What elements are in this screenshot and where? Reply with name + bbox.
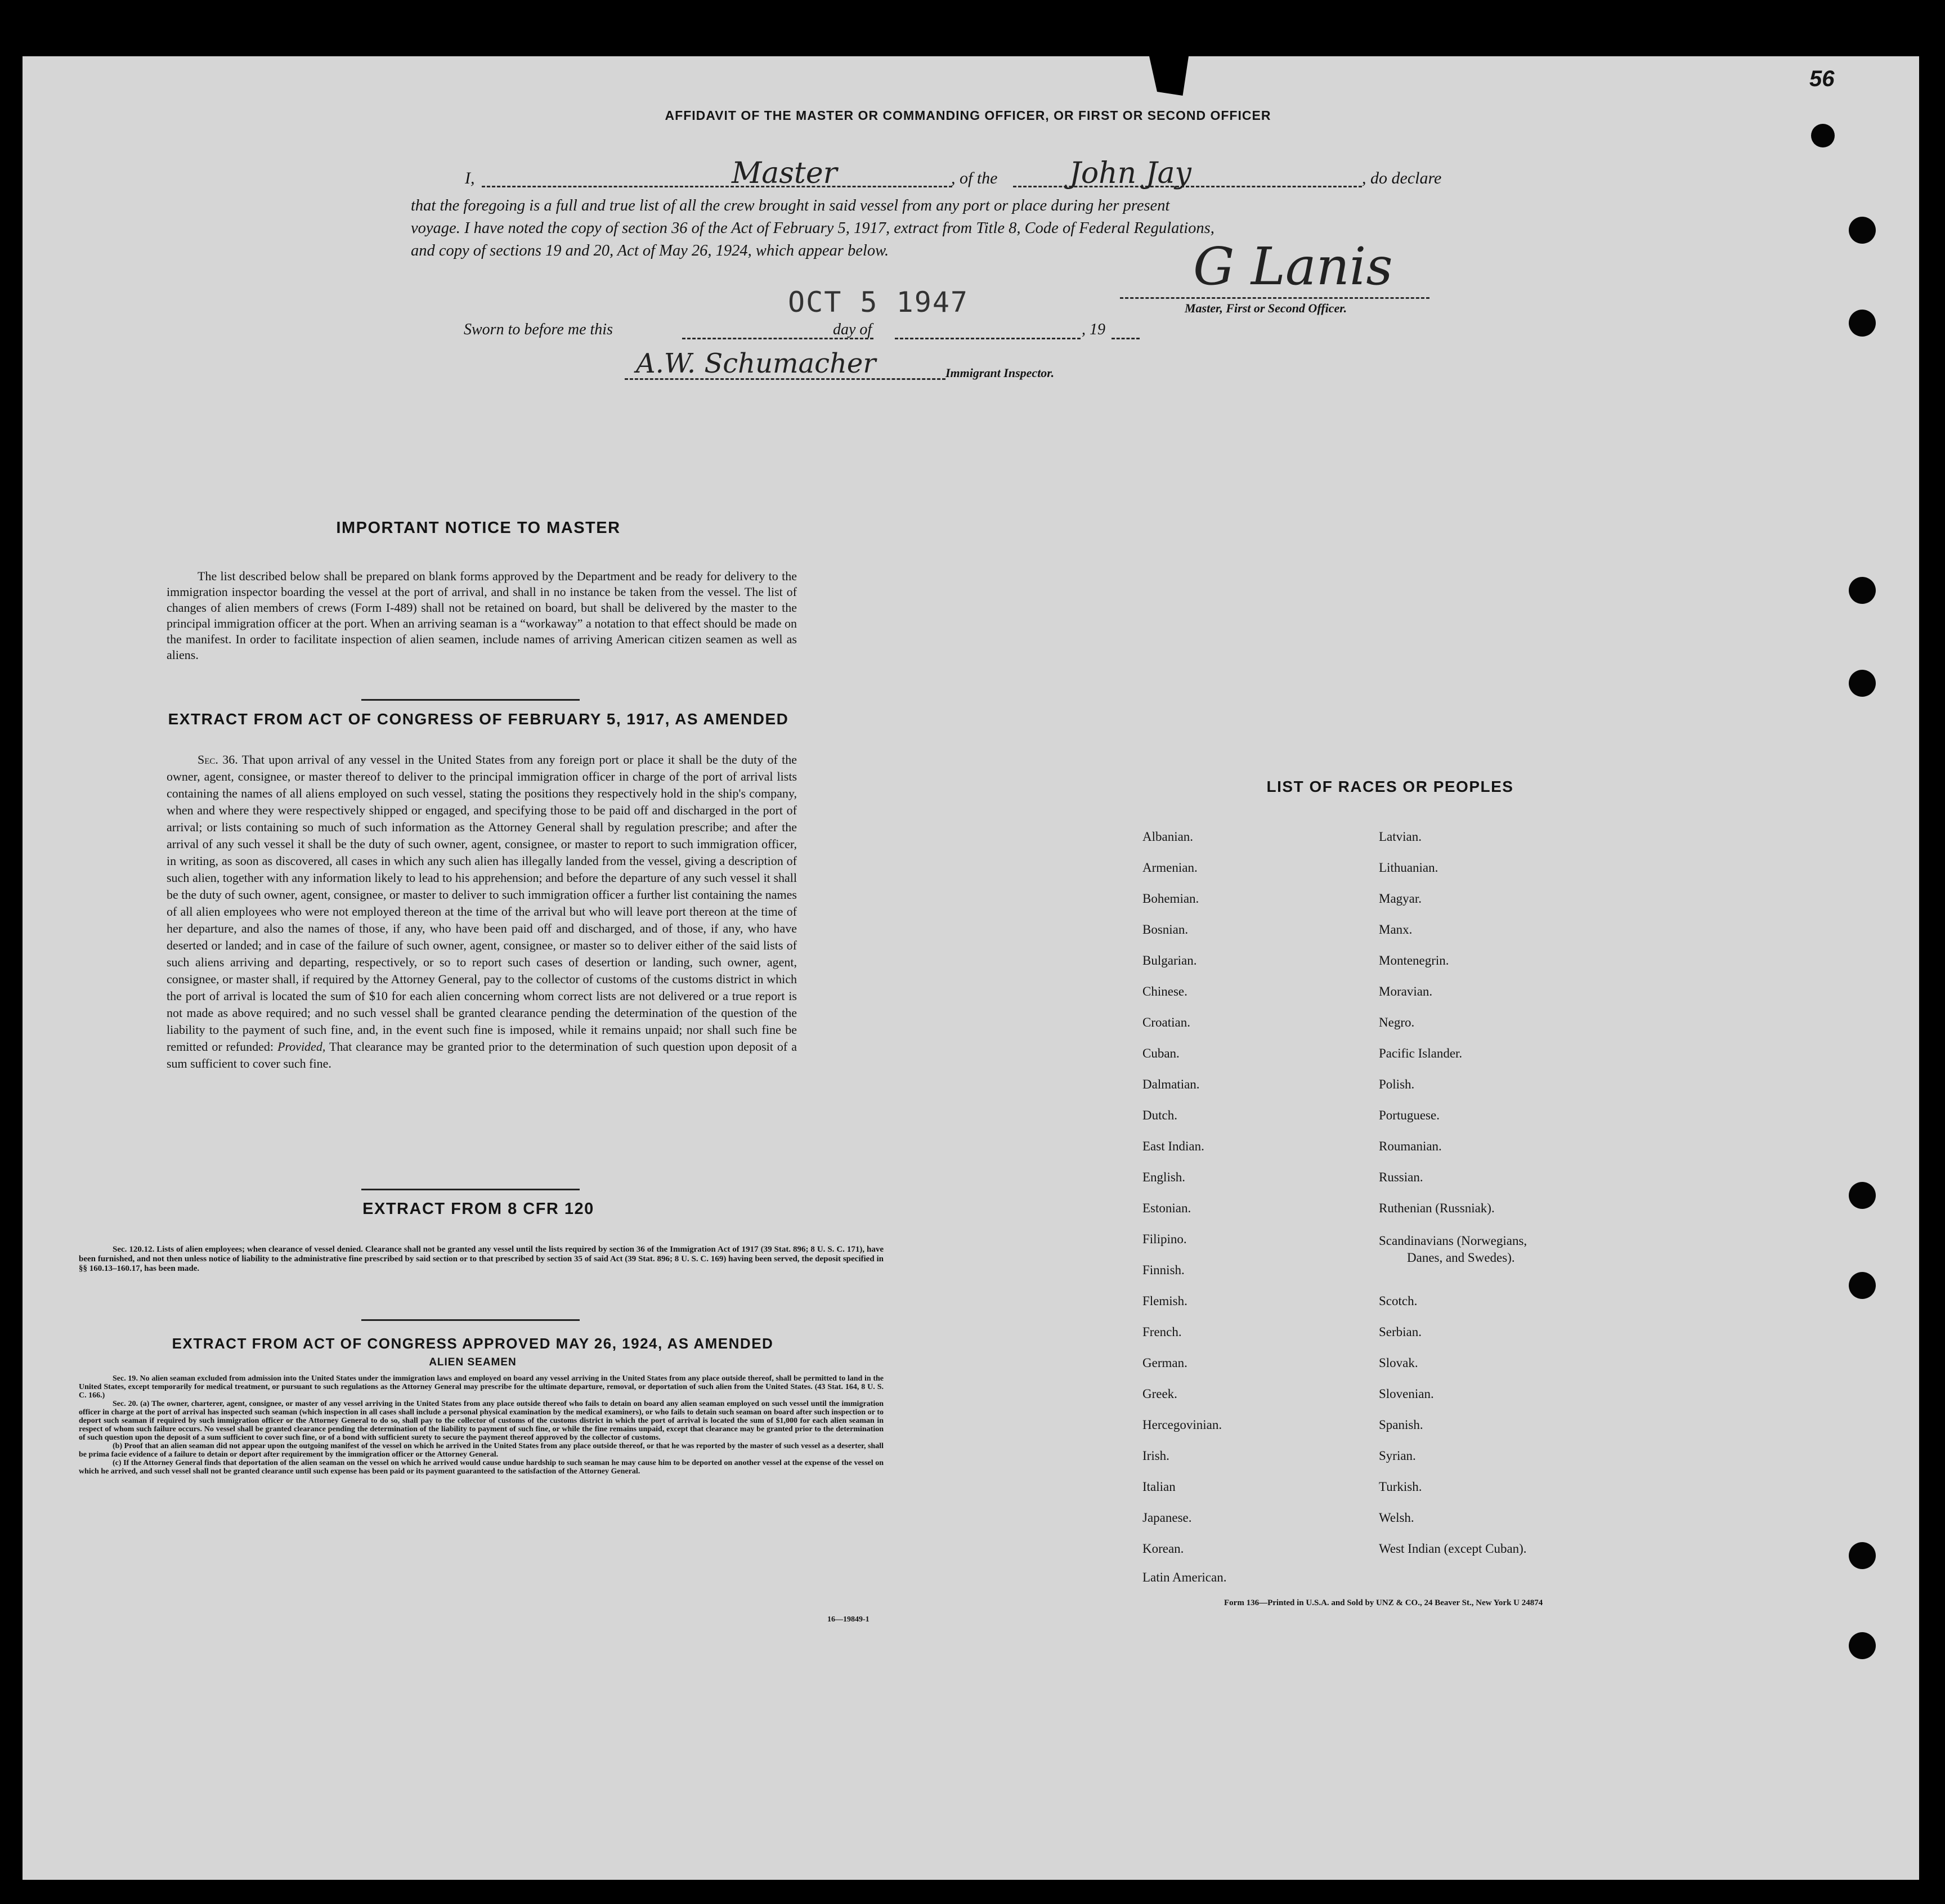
race-item: Turkish. (1379, 1480, 1422, 1494)
race-item: Bosnian. (1142, 922, 1189, 937)
declaration-line-1: that the foregoing is a full and true list of all the crew brought in said vessel from any port or place during her present (411, 197, 1170, 214)
race-item: Irish. (1142, 1449, 1169, 1463)
race-item: German. (1142, 1356, 1187, 1370)
do-declare-label: , do declare (1362, 169, 1442, 187)
binder-hole (1849, 1542, 1876, 1569)
race-item: Ruthenian (Russniak). (1379, 1201, 1495, 1215)
sworn-year-line (1112, 338, 1140, 339)
races-title: LIST OF RACES OR PEOPLES (1266, 778, 1514, 795)
race-item: Estonian. (1142, 1201, 1191, 1215)
extract-code: 16—19849-1 (827, 1615, 870, 1624)
binder-hole (1849, 1272, 1876, 1299)
race-item: Dalmatian. (1142, 1077, 1200, 1091)
vessel-handwritten: John Jay (1069, 156, 1191, 190)
extract-cfr-title: EXTRACT FROM 8 CFR 120 (362, 1200, 594, 1218)
sworn-before-label: Sworn to before me this (464, 321, 613, 338)
race-item: Latin American. (1142, 1570, 1227, 1584)
rank-fill-line (482, 186, 952, 187)
race-item: Finnish. (1142, 1263, 1185, 1277)
binder-hole (1849, 1182, 1876, 1209)
sec-20c-text: (c) If the Attorney General finds that deportation of the alien seaman on the vessel on which he arrived would cause undue hardship to such seaman he may cause him to be deported on another vessel at the expense of the vessel on which he arrived, and such vessel shall not be granted clearance until such expense has been paid or its payment guaranteed to the satisfaction of the Attorney General. (79, 1459, 884, 1476)
sec-20b-text: (b) Proof that an alien seaman did not appear upon the outgoing manifest of the vessel on which he arrived in the United States from any place outside thereof, or that he was reported by the master of such vessel as a deserter, shall be prima facie evidence of a failure to detain or deport after requirement by the immigration officer or the Attorney General. (79, 1442, 884, 1459)
race-item: Spanish. (1379, 1418, 1423, 1432)
of-the-label: , of the (951, 169, 998, 187)
race-item: Lithuanian. (1379, 861, 1438, 875)
binder-hole (1849, 1632, 1876, 1659)
inspector-signature: A.W. Schumacher (636, 348, 876, 379)
extract-1924-text (79, 1374, 884, 1476)
extract-cfr-text: Sec. 120.12. Lists of alien employees; when clearance of vessel denied. Clearance shall not be granted any vessel until the lists required by section 36 of the Immigration Act of 1917 (39 Stat. 896; 8 U. S. C. 171), have been furnished, and not then unless notice of liability to the administrative fine prescribed by said section or to that prescribed by section 35 of said Act (39 Stat. 896; 8 U. S. C. 169) having been served, the deposit specified in §§ 160.13–160.17, has been made. (79, 1245, 884, 1273)
binder-hole (1849, 217, 1876, 244)
race-item: Portuguese. (1379, 1108, 1440, 1122)
form-footer: Form 136—Printed in U.S.A. and Sold by UNZ & CO., 24 Beaver St., New York U 24874 (1224, 1598, 1543, 1607)
race-item: Slovenian. (1379, 1387, 1434, 1401)
master-signature-line (1120, 297, 1429, 299)
race-item: Dutch. (1142, 1108, 1177, 1122)
race-item: Albanian. (1142, 830, 1194, 844)
date-stamp: OCT 5 1947 (788, 286, 969, 319)
race-item: Serbian. (1379, 1325, 1422, 1339)
race-item: Filipino. (1142, 1232, 1187, 1246)
declaration-line-3: and copy of sections 19 and 20, Act of May 26, 1924, which appear below. (411, 242, 889, 259)
sec-19-text: Sec. 19. No alien seaman excluded from admission into the United States under the immigration laws and employed on board any vessel arriving in the United States from any place outside thereof, shall be permitted to land in the United States, except temporarily for medical treatment, or pursuant to such regulations as the Attorney General may prescribe for the ultimate departure, removal, or deportation of such alien from the United States. (43 Stat. 164, 8 U. S. C. 166.) (79, 1374, 884, 1400)
race-item: Bulgarian. (1142, 953, 1197, 967)
race-item: Japanese. (1142, 1511, 1192, 1525)
race-item: Croatian. (1142, 1015, 1190, 1029)
master-signature: G Lanis (1193, 236, 1393, 297)
binder-hole (1811, 124, 1835, 147)
race-item: Magyar. (1379, 891, 1422, 906)
sworn-month-line (895, 338, 1081, 339)
proviso-label: Provided, (277, 1040, 326, 1054)
race-item: Montenegrin. (1379, 953, 1449, 967)
race-item: Pacific Islander. (1379, 1046, 1463, 1060)
race-item: Greek. (1142, 1387, 1177, 1401)
race-item: Manx. (1379, 922, 1413, 937)
rank-handwritten: Master (732, 156, 837, 190)
race-item: Chinese. (1142, 984, 1187, 998)
notice-title: IMPORTANT NOTICE TO MASTER (336, 519, 621, 537)
affidavit-title: AFFIDAVIT OF THE MASTER OR COMMANDING OFFICER, OR FIRST OR SECOND OFFICER (665, 108, 1271, 123)
race-item: Scandinavians (Norwegians, (1379, 1234, 1527, 1248)
race-item: Flemish. (1142, 1294, 1187, 1308)
master-caption: Master, First or Second Officer. (1185, 301, 1347, 315)
race-item: Welsh. (1379, 1511, 1414, 1525)
race-item: Scotch. (1379, 1294, 1418, 1308)
binder-hole (1849, 310, 1876, 337)
notice-text: The list described below shall be prepared on blank forms approved by the Department and be ready for delivery to the immigration inspector boarding the vessel at the port of arrival, and shall in no instance be taken from the vessel. The list of changes of alien members of crews (Form I-489) shall not be retained on board, but shall be delivered by the master to the principal immigration officer at the port. When an arriving seaman is a “workaway” a notation to that effect should be made on the manifest. In order to facilitate inspection of alien seamen, include names of arriving American citizen seamen as well as aliens. (167, 569, 797, 662)
extract-1917-text: Sec. 36. That upon arrival of any vessel in the United States from any foreign port or place it shall be the duty of the owner, agent, consignee, or master thereof to deliver to the principal immigration officer in charge of the port of arrival lists containing the names of all aliens employed on such vessel, stating the positions they respectively hold in the ship's company, when and where they were respectively shipped or engaged, and specifying those to be paid off and discharged in the port of arrival; or lists containing so much of such information as the Attorney General shall by regulation prescribe; and after the arrival of any such vessel it shall be the duty of such owner, agent, consignee, or master to report to such immigration officer, in writing, as soon as discovered, all cases in which any such alien has illegally landed from the vessel, giving a description of such alien, together with any information likely to lead to his apprehension; and before the departure of any such vessel it shall be the duty of such owner, agent, consignee, or master to deliver to such immigration officer a further list containing the names of all alien employees who were not employed thereon at the time of the arrival but who will leave port thereon at the time of her departure, and also the names of those, if any, who have been paid off and discharged, and of those, if any, who have deserted or landed; and in case of the failure of such owner, agent, consignee, or master so to deliver either of the said lists of such aliens arriving and departing, respectively, or so to report such cases of desertion or landing, such owner, agent, consignee, or master shall, if required by the Attorney General, pay to the collector of customs of the customs district in which the port of arrival is located the sum of $10 for each alien concerning whom correct lists are not delivered or a true report is not made as above required; and no such vessel shall be granted clearance pending the determination of the question of the liability to the payment of such fine, and, in the event such fine is imposed, while it remains unpaid; nor shall such fine be remitted or refunded: Provided, That clearance may be granted prior to the determination of such question upon deposit of a sum sufficient to cover such fine. (167, 752, 797, 1070)
race-item: English. (1142, 1170, 1186, 1184)
race-item: Roumanian. (1379, 1139, 1442, 1153)
i-label: I, (465, 169, 475, 187)
race-item: Russian. (1379, 1170, 1423, 1184)
inspector-caption: Immigrant Inspector. (945, 366, 1055, 380)
section-divider (361, 1319, 580, 1321)
race-item: Danes, and Swedes). (1407, 1251, 1515, 1265)
race-item: Hercegovinian. (1142, 1418, 1222, 1432)
race-item: Korean. (1142, 1542, 1184, 1556)
section-divider (361, 699, 580, 701)
year-prefix-label: , 19 (1082, 321, 1105, 338)
binder-hole (1849, 577, 1876, 604)
race-item: Polish. (1379, 1077, 1415, 1091)
binder-hole (1849, 670, 1876, 697)
race-item: Moravian. (1379, 984, 1433, 998)
corner-mark: 56 (1809, 66, 1835, 91)
day-of-label: day of (833, 321, 872, 338)
race-item: Bohemian. (1142, 891, 1199, 906)
declaration-line-2: voyage. I have noted the copy of section 36 of the Act of February 5, 1917, extract from Title 8, Code of Federal Regulations, (411, 219, 1214, 237)
inspector-signature-line (625, 378, 945, 380)
race-item: Slovak. (1379, 1356, 1418, 1370)
race-item: West Indian (except Cuban). (1379, 1542, 1527, 1556)
sec-20a-text: Sec. 20. (a) The owner, charterer, agent, consignee, or master of any vessel arriving in the United States from any place outside thereof who fails to detain on board any alien seaman employed on such vessel until the immigration officer in charge at the port of arrival has inspected such seaman (which inspection in all cases shall include a personal physical examination by the medical examiners), or who fails to detain such seaman on board after such inspection or to deport such seaman if required by such immigration officer or the Attorney General to do so, shall pay to the collector of customs of the customs district in which the port of arrival is located the sum of $1,000 for each alien seaman in respect of whom such failure occurs. No vessel shall be granted clearance pending the determination of the liability to payment of such fine, or while the fine remains unpaid, except that clearance may be granted prior to the determination of such question upon the deposit of a sum sufficient to cover such fine, or of a bond with sufficient surety to secure the payment thereof approved by the collector of customs. (79, 1400, 884, 1442)
race-item: Latvian. (1379, 830, 1422, 844)
race-item: East Indian. (1142, 1139, 1204, 1153)
race-item: Syrian. (1379, 1449, 1416, 1463)
race-item: Negro. (1379, 1015, 1415, 1029)
extract-1917-title: EXTRACT FROM ACT OF CONGRESS OF FEBRUARY 5, 1917, AS AMENDED (168, 710, 789, 728)
section-divider (361, 1189, 580, 1190)
race-item: Cuban. (1142, 1046, 1180, 1060)
alien-seamen-subtitle: ALIEN SEAMEN (429, 1356, 517, 1368)
extract-1924-title: EXTRACT FROM ACT OF CONGRESS APPROVED MAY 26, 1924, AS AMENDED (172, 1335, 774, 1352)
race-item: French. (1142, 1325, 1182, 1339)
race-item: Italian (1142, 1480, 1176, 1494)
race-item: Armenian. (1142, 861, 1198, 875)
sec-36-label: Sec. 36. (198, 752, 238, 767)
